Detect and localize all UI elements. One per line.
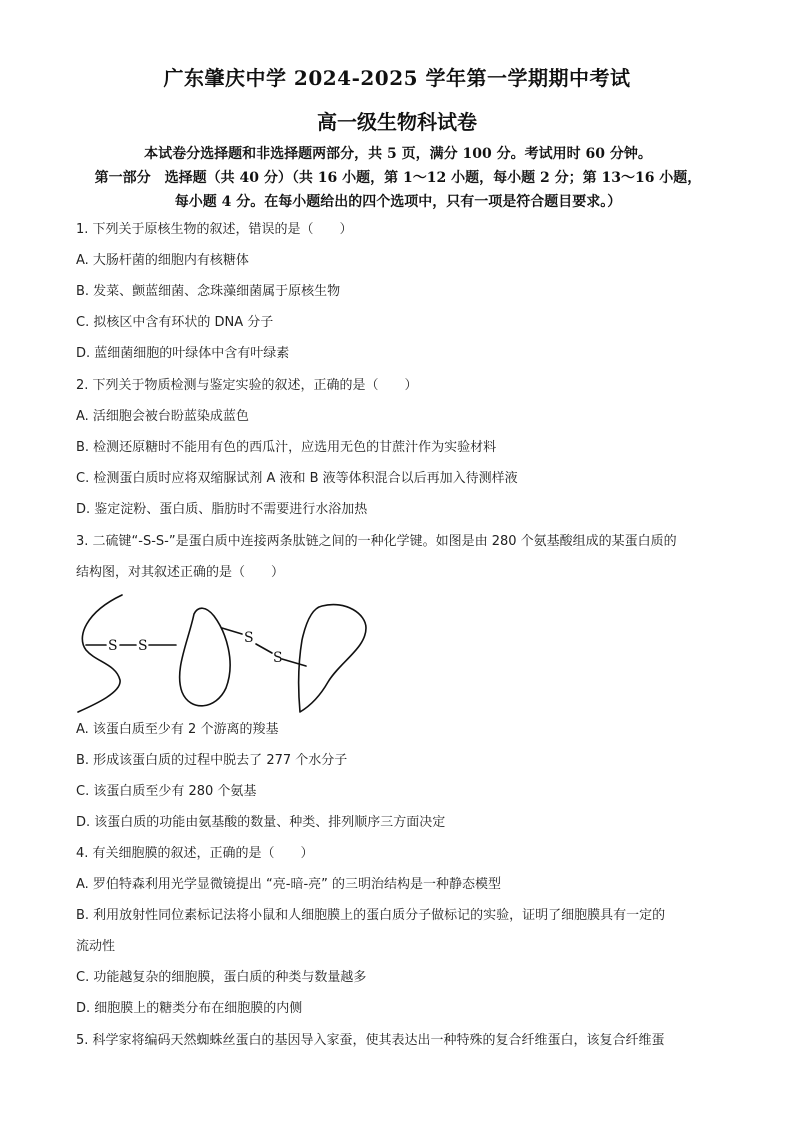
q3-option-c: C. 该蛋白质至少有 280 个氨基 bbox=[76, 784, 257, 799]
q1-option-c: C. 拟核区中含有环状的 DNA 分子 bbox=[76, 315, 274, 330]
sulfur-label-2: S bbox=[138, 638, 148, 654]
peptide-chain-right bbox=[299, 605, 366, 712]
exam-title: 广东肇庆中学 2024-2025 学年第一学期期中考试 bbox=[163, 66, 631, 90]
q1-option-a: A. 大肠杆菌的细胞内有核糖体 bbox=[76, 253, 249, 268]
q1-option-b: B. 发菜、颤蓝细菌、念珠藻细菌属于原核生物 bbox=[76, 284, 341, 299]
q4-stem: 4. 有关细胞膜的叙述，正确的是（ ） bbox=[76, 846, 314, 861]
q4-option-d: D. 细胞膜上的糖类分布在细胞膜的内侧 bbox=[76, 1001, 303, 1016]
q4-option-a: A. 罗伯特森利用光学显微镜提出 “亮-暗-亮” 的三明治结构是一种静态模型 bbox=[76, 877, 502, 892]
q5-stem-line-1: 5. 科学家将编码天然蜘蛛丝蛋白的基因导入家蚕，使其表达出一种特殊的复合纤维蛋白，该复合纤维蛋 bbox=[76, 1033, 665, 1048]
q3-option-d: D. 该蛋白质的功能由氨基酸的数量、种类、排列顺序三方面决定 bbox=[76, 815, 446, 830]
q1-stem: 1. 下列关于原核生物的叙述，错误的是（ ） bbox=[76, 222, 353, 237]
disulfide-bond-right-a bbox=[222, 628, 242, 634]
q4-option-b-line-2: 流动性 bbox=[76, 939, 116, 954]
instructions-line-3: 每小题 4 分。在每小题给出的四个选项中，只有一项是符合题目要求。） bbox=[174, 194, 622, 210]
q3-stem-line-1: 3. 二硫键“-S-S-”是蛋白质中连接两条肽链之间的一种化学键。如图是由 280 个氨基酸组成的某蛋白质的 bbox=[76, 534, 677, 549]
q3-option-a: A. 该蛋白质至少有 2 个游离的羧基 bbox=[76, 722, 279, 737]
q2-stem: 2. 下列关于物质检测与鉴定实验的叙述，正确的是（ ） bbox=[76, 378, 418, 393]
instructions-line-2: 第一部分 选择题（共 40 分）（共 16 小题，第 1～12 小题，每小题 2 分；第 13～16 小题， bbox=[94, 170, 702, 186]
q2-option-d: D. 鉴定淀粉、蛋白质、脂肪时不需要进行水浴加热 bbox=[76, 502, 368, 517]
q3-stem-line-2: 结构图，对其叙述正确的是（ ） bbox=[76, 565, 285, 580]
q3-option-b: B. 形成该蛋白质的过程中脱去了 277 个水分子 bbox=[76, 753, 348, 768]
disulfide-bond-right-b bbox=[256, 644, 272, 653]
peptide-chain-middle bbox=[180, 608, 231, 706]
sulfur-label-4: S bbox=[273, 650, 283, 666]
q4-option-b-line-1: B. 利用放射性同位素标记法将小鼠和人细胞膜上的蛋白质分子做标记的实验，证明了细胞膜具有一定的 bbox=[76, 908, 666, 923]
q2-option-c: C. 检测蛋白质时应将双缩脲试剂 A 液和 B 液等体积混合以后再加入待测样液 bbox=[76, 471, 518, 486]
q4-option-c: C. 功能越复杂的细胞膜，蛋白质的种类与数量越多 bbox=[76, 970, 367, 985]
q2-option-b: B. 检测还原糖时不能用有色的西瓜汁，应选用无色的甘蔗汁作为实验材料 bbox=[76, 440, 497, 455]
instructions-line-1: 本试卷分选择题和非选择题两部分，共 5 页，满分 100 分。考试用时 60 分钟。 bbox=[144, 146, 652, 162]
disulfide-bond-right-c bbox=[282, 659, 306, 666]
q2-option-a: A. 活细胞会被台盼蓝染成蓝色 bbox=[76, 409, 249, 424]
q1-option-d: D. 蓝细菌细胞的叶绿体中含有叶绿素 bbox=[76, 346, 290, 361]
exam-subtitle: 高一级生物科试卷 bbox=[317, 110, 477, 134]
sulfur-label-1: S bbox=[108, 638, 118, 654]
sulfur-label-3: S bbox=[244, 630, 254, 646]
protein-structure-figure bbox=[76, 592, 376, 714]
